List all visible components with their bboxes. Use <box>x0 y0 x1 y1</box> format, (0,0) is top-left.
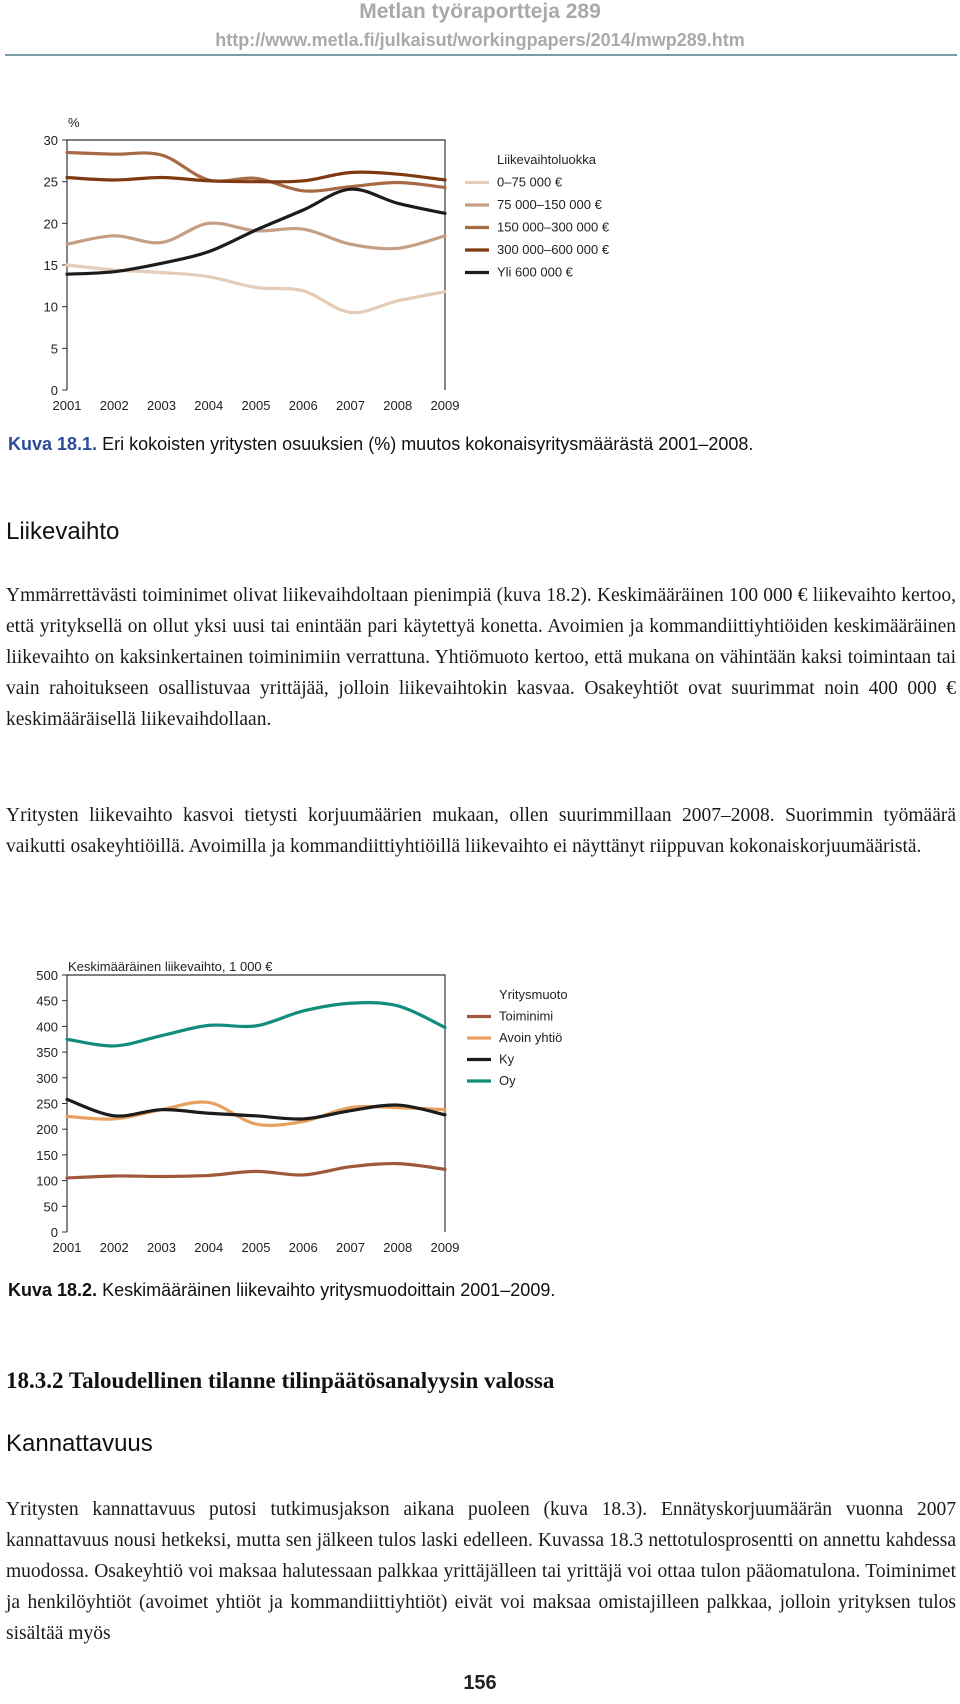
x-tick-label: 2002 <box>99 398 129 413</box>
x-tick-label: 2005 <box>241 398 271 413</box>
figure-18-2-text: Keskimääräinen liikevaihto yritysmuodoittain 2001–2009. <box>102 1280 556 1300</box>
x-tick-label: 2004 <box>194 1240 224 1255</box>
x-tick-label: 2007 <box>336 398 365 413</box>
x-tick-label: 2006 <box>288 398 318 413</box>
legend-label-300-000-600-000: 300 000–600 000 € <box>497 242 610 257</box>
legend-label-0-75-000: 0–75 000 € <box>497 174 563 190</box>
series-line-yli-600-000 <box>67 189 445 274</box>
plot-frame <box>67 975 445 1232</box>
x-tick-label: 2008 <box>383 1240 413 1255</box>
x-tick-label: 2002 <box>99 1240 129 1255</box>
x-tick-label: 2001 <box>52 1240 82 1255</box>
figure-18-1-label: Kuva 18.1. <box>8 434 98 454</box>
legend-label-yli-600-000: Yli 600 000 € <box>497 264 573 280</box>
y-tick-label: 400 <box>36 1019 58 1035</box>
y-tick-label: 15 <box>43 258 58 273</box>
y-axis-title: Keskimääräinen liikevaihto, 1 000 € <box>68 959 273 974</box>
y-tick-label: 50 <box>43 1199 58 1215</box>
series-line-0-75-000 <box>67 265 445 313</box>
paragraph-liikevaihto-1: Ymmärrettävästi toiminimet olivat liikevaihdoltaan pienimpiä (kuva 18.2). Keskimääräinen 100 000 € liikevaihto kertoo, että yrityksellä on ollut yksi uusi tai enintään pari käytettyä konetta. Avoimien ja kommandiittiyhtiöiden keskimääräinen liikevaihto on kaksinkertainen toiminimiin verrattuna. Yhtiömuoto kertoo, että mukana on vähintään kaksi toimintaan tai vain rahoitukseen osallistuvaa yrittäjää, jolloin liikevaihtokin kasvaa. Osakeyhtiöt ovat suurimmat noin 400 000 € keskimääräisellä liikevaihdollaan. <box>6 585 956 730</box>
chart-size-class-shares <box>0 100 960 430</box>
series-line-ky <box>67 1099 445 1119</box>
paragraph-kannattavuus-1: Yritysten kannattavuus putosi tutkimusjakson aikana puoleen (kuva 18.3). Ennätyskorjuumäärän vuonna 2007 kannattavuus nousi hetkeksi, mutta sen jälkeen tulos laski edelleen. Kuvassa 18.3 nettotulosprosentti on annettu kahdessa muodossa. Osakeyhtiö voi maksaa halutessaan palkkaa yrittäjälleen tai yrittäjä voi ottaa tulon pääomatulona. Toiminimet ja henkilöyhtiöt (avoimet yhtiöt ja kommandiittiyhtiöt) eivät voi maksaa omistajilleen palkkaa, jolloin yrityksen tulos sisältää myös <box>6 1499 956 1644</box>
x-tick-label: 2003 <box>147 1240 176 1255</box>
y-tick-label: 0 <box>50 383 58 398</box>
x-tick-label: 2009 <box>430 398 460 413</box>
series-line-toiminimi <box>67 1164 445 1178</box>
y-tick-label: 25 <box>43 174 58 190</box>
legend-label-150-000-300-000: 150 000–300 000 € <box>497 219 610 235</box>
subheading-kannattavuus: Kannattavuus <box>6 1430 153 1457</box>
paragraph-liikevaihto-2: Yritysten liikevaihto kasvoi tietysti korjuumäärien mukaan, ollen suurimmillaan 2007–2008. Suorimmin työmäärä vaikutti osakeyhtiöillä. Avoimilla ja kommandiittiyhtiöillä liikevaihto ei näyttänyt riippuvan kokonaiskorjuumääristä. <box>6 805 956 857</box>
y-tick-label: 350 <box>36 1045 58 1061</box>
x-tick-label: 2001 <box>52 398 82 413</box>
legend-label-avoin-yhti: Avoin yhtiö <box>499 1030 563 1045</box>
y-tick-label: 450 <box>36 993 58 1009</box>
x-tick-label: 2007 <box>336 1240 365 1255</box>
y-tick-label: 5 <box>50 341 58 357</box>
report-url: http://www.metla.fi/julkaisut/workingpapers/2014/mwp289.htm <box>215 30 745 50</box>
section-heading-18-3-2: 18.3.2 Taloudellinen tilanne tilinpäätösanalyysin valossa <box>6 1368 555 1393</box>
x-tick-label: 2004 <box>194 398 224 413</box>
series-line-75-000-150-000 <box>67 223 445 249</box>
report-series-title: Metlan työraportteja 289 <box>359 0 601 23</box>
figure-18-2-caption <box>8 1280 555 1301</box>
y-tick-label: 500 <box>36 968 58 983</box>
legend-label-oy: Oy <box>499 1073 516 1088</box>
chart-average-turnover <box>0 955 960 1275</box>
x-tick-label: 2003 <box>147 398 176 413</box>
series-line-150-000-300-000 <box>67 153 445 192</box>
series-line-oy <box>67 1003 445 1046</box>
legend-title: Liikevaihtoluokka <box>497 152 597 167</box>
figure-18-1-text: Eri kokoisten yritysten osuuksien (%) muutos kokonaisyritysmäärästä 2001–2008. <box>102 434 754 454</box>
y-axis-title: % <box>68 115 80 130</box>
y-tick-label: 30 <box>43 133 58 148</box>
legend-title: Yritysmuoto <box>499 987 568 1002</box>
y-tick-label: 200 <box>36 1122 58 1138</box>
header-divider <box>5 54 957 56</box>
y-tick-label: 150 <box>36 1147 58 1163</box>
legend-label-toiminimi: Toiminimi <box>499 1008 554 1024</box>
x-tick-label: 2006 <box>288 1240 318 1255</box>
y-tick-label: 0 <box>50 1225 58 1240</box>
page-number: 156 <box>463 1672 497 1694</box>
x-tick-label: 2009 <box>430 1240 460 1255</box>
y-tick-label: 250 <box>36 1096 58 1112</box>
y-tick-label: 20 <box>43 216 58 232</box>
y-tick-label: 300 <box>36 1070 58 1086</box>
x-tick-label: 2008 <box>383 398 413 413</box>
figure-18-2-label: Kuva 18.2. <box>8 1280 98 1300</box>
legend-label-75-000-150-000: 75 000–150 000 € <box>497 197 602 212</box>
legend-label-ky: Ky <box>499 1051 515 1067</box>
y-tick-label: 100 <box>36 1173 58 1189</box>
figure-18-1-caption <box>8 434 753 455</box>
x-tick-label: 2005 <box>241 1240 271 1255</box>
y-tick-label: 10 <box>43 299 58 315</box>
section-heading-liikevaihto: Liikevaihto <box>6 518 120 545</box>
